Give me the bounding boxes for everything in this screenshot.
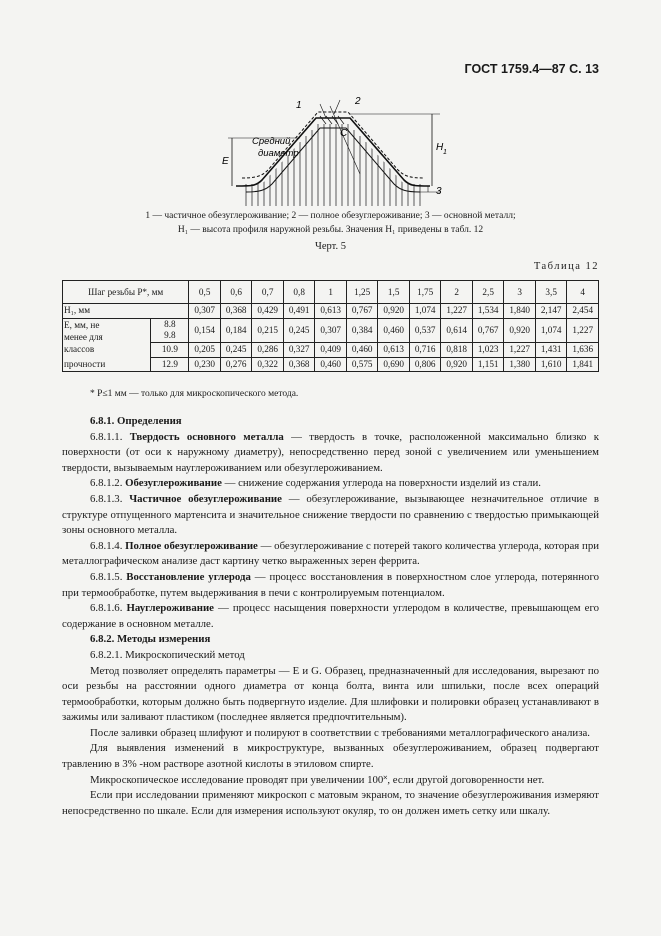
table-cell: 0,767 <box>346 304 378 319</box>
table-cell: 0,614 <box>441 318 473 343</box>
para-method: Метод позволяет определять параметры — E и G. Образец, предназначенный для исследования, вырезают по оси резьбы на расстоянии одного диаметра от конца болта, винта или шпильки, после всех операций термообработки, которым должно быть подвергнуто изделие. Для шлифовки и полировки образец устанавливают в зажимы или заливают пластиком (последнее является предпочтительным). <box>62 664 599 724</box>
h1-label: H <box>436 142 444 153</box>
table-cell: 0,613 <box>378 343 410 358</box>
para-6-8-1-6: 6.8.1.6. Науглероживание — процесс насыщения поверхности углеродом в количестве, превышающем его содержание в основном металле. <box>62 602 600 630</box>
table-cell: 1,840 <box>504 304 536 319</box>
table-cell: 0,307 <box>189 304 221 319</box>
table-cell: 1,431 <box>535 343 567 358</box>
table-cell: 0,460 <box>315 357 347 372</box>
table-cell: 0,767 <box>472 318 504 343</box>
section-6-8-2: 6.8.2. Методы измерения <box>90 633 211 646</box>
thread-profile-figure <box>200 94 450 209</box>
table-cell: 0,215 <box>252 318 284 343</box>
pitch-cell: 1,75 <box>409 281 441 304</box>
table-cell: 1,380 <box>504 357 536 372</box>
figure-number: Черт. 5 <box>315 241 346 252</box>
e-row-label-4: прочности <box>63 357 151 372</box>
table-cell: 0,409 <box>315 343 347 358</box>
crest-decarb-hatch <box>320 116 344 124</box>
table-cell: 0,818 <box>441 343 473 358</box>
h1-sub: 1 <box>443 149 447 156</box>
section-6-8-1: 6.8.1. Определения <box>90 415 182 427</box>
table-cell: 1,227 <box>567 318 599 343</box>
table-cell: 0,307 <box>315 318 347 343</box>
class-cell: 10.9 <box>151 343 189 358</box>
table-cell: 1,610 <box>535 357 567 372</box>
pitch-cell: 3,5 <box>535 281 567 304</box>
para-6-8-1-4: 6.8.1.4. Полное обезуглероживание — обезуглероживание с потерей такого количества углерода, которая при металлографическом анализе даст картину четко выраженных зерен феррита. <box>62 539 599 568</box>
table-cell: 0,920 <box>504 318 536 343</box>
table-cell: 0,184 <box>220 318 252 343</box>
label-3: 3 <box>436 186 442 197</box>
class-cell: 12.9 <box>151 357 189 372</box>
table-cell: 0,429 <box>252 304 284 319</box>
table-cell: 0,460 <box>378 318 410 343</box>
para-6-8-1-5: 6.8.1.5. Восстановление углерода — процесс восстановления в поверхностном слое углерода, потерянного при термообработке, путем выдерживания в печи с контролируемым потенциалом. <box>62 570 600 599</box>
table-cell: 2,147 <box>535 304 567 319</box>
table-cell: 0,286 <box>252 343 284 358</box>
table-cell: 0,384 <box>346 318 378 343</box>
label-2: 2 <box>355 96 361 107</box>
table-cell: 1,227 <box>504 343 536 358</box>
pitch-cell: 2 <box>441 281 473 304</box>
e-label: E <box>222 156 229 167</box>
table-cell: 0,368 <box>283 357 315 372</box>
class-88-row <box>63 318 599 343</box>
pitch-cell: 0,5 <box>189 281 221 304</box>
table-cell: 0,537 <box>409 318 441 343</box>
table-cell: 0,230 <box>189 357 221 372</box>
table-footnote: * P≤1 мм — только для микроскопического метода. <box>90 389 299 399</box>
table-cell: 0,491 <box>283 304 315 319</box>
pitch-cell: 1,25 <box>346 281 378 304</box>
table-cell: 0,205 <box>189 343 221 358</box>
pitch-cell: 2,5 <box>472 281 504 304</box>
table-cell: 0,327 <box>283 343 315 358</box>
table-cell: 0,322 <box>252 357 284 372</box>
table-head-row <box>63 281 599 304</box>
table-cell: 0,806 <box>409 357 441 372</box>
table-cell: 0,716 <box>409 343 441 358</box>
e-row-label-3: классов <box>63 343 151 358</box>
table-cell: 1,074 <box>409 304 441 319</box>
para-6-8-1-3: 6.8.1.3. Частичное обезуглероживание — обезуглероживание, вызывающее незначительное отличие в структуре отпущенного мартенсита и значительное снижение твердости по сравнению с твердостью примыкающей зоны основного металла. <box>62 492 599 537</box>
pitch-cell: 0,7 <box>252 281 284 304</box>
table-cell: 1,023 <box>472 343 504 358</box>
table-label: Таблица 12 <box>533 261 599 272</box>
mean-diameter-label-2: диаметр <box>258 148 299 159</box>
pitch-cell: 4 <box>567 281 599 304</box>
table-cell: 1,534 <box>472 304 504 319</box>
para-magnification: Микроскопическое исследование проводят при увеличении 100˟, если другой договоренности нет. <box>90 773 545 786</box>
table-cell: 1,227 <box>441 304 473 319</box>
label-g: C <box>340 128 348 139</box>
para-etch: Для выявления изменений в микроструктуре, вызванных обезуглероживанием, образец подвергают травлению в 3% -ном растворе азотной кислоты в этиловом спирте. <box>62 742 599 771</box>
body-text <box>62 414 599 819</box>
table-cell: 0,575 <box>346 357 378 372</box>
table-cell: 1,841 <box>567 357 599 372</box>
table-cell: 0,245 <box>283 318 315 343</box>
caption-line-1: 1 — частичное обезуглероживание; 2 — полное обезуглероживание; 3 — основной металл; <box>145 211 516 221</box>
table-cell: 1,151 <box>472 357 504 372</box>
para-6-8-1-2: 6.8.1.2. Обезуглероживание — снижение содержания углерода на поверхности изделий из стали. <box>90 477 541 490</box>
pitch-cell: 1,5 <box>378 281 410 304</box>
caption-line-2: H₁ — высота профиля наружной резьбы. Значения H₁ приведены в табл. 12 <box>177 225 484 235</box>
table-cell: 0,920 <box>378 304 410 319</box>
h1-row <box>63 304 599 319</box>
h1-row-label: H₁, мм <box>63 304 189 319</box>
para-6-8-1-1: 6.8.1.1. Твердость основного металла — твердость в точке, расположенной максимально близко к поверхности (от оси к наружному диаметру), непосредственно перед зоной с увеличением или уменьшением твердости, вызываемым науглероживанием или обезуглероживанием. <box>62 430 600 474</box>
table-cell: 0,613 <box>315 304 347 319</box>
pitch-header: Шаг резьбы P*, мм <box>63 281 189 304</box>
pitch-cell: 3 <box>504 281 536 304</box>
table-cell: 1,636 <box>567 343 599 358</box>
table-cell: 0,276 <box>220 357 252 372</box>
e-row-label: E, мм, не менее для <box>63 318 151 343</box>
table-cell: 0,690 <box>378 357 410 372</box>
table-cell: 0,368 <box>220 304 252 319</box>
class-109-row <box>63 343 599 358</box>
table-cell: 0,154 <box>189 318 221 343</box>
table-cell: 2,454 <box>567 304 599 319</box>
table-cell: 0,460 <box>346 343 378 358</box>
para-6-8-2-1: 6.8.2.1. Микроскопический метод <box>90 648 245 661</box>
para-microscope: Если при исследовании применяют микроскоп с матовым экраном, то значение обезуглероживания измеряют непосредственно по шкале. Если для измерения используют окуляр, то он должен иметь сетку или шкалу. <box>62 789 599 817</box>
mean-diameter-label-1: Средний <box>252 136 291 147</box>
label-1: 1 <box>296 100 302 111</box>
table-cell: 0,245 <box>220 343 252 358</box>
para-polish: После заливки образец шлифуют и полируют в соответствии с требованиями металлографического анализа. <box>90 726 590 739</box>
class-129-row <box>63 357 599 372</box>
class-cell: 8.8 9.8 <box>151 318 189 343</box>
pitch-cell: 1 <box>315 281 347 304</box>
table-12 <box>62 280 599 372</box>
table-cell: 0,920 <box>441 357 473 372</box>
table-cell: 1,074 <box>535 318 567 343</box>
page-header: ГОСТ 1759.4—87 С. 13 <box>464 62 599 76</box>
pitch-cell: 0,6 <box>220 281 252 304</box>
pitch-cell: 0,8 <box>283 281 315 304</box>
